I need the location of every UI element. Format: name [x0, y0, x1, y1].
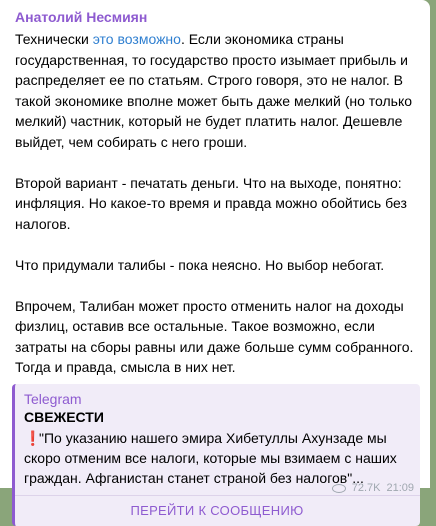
forward-text-body: "По указанию нашего эмира Хибетуллы Ахунзаде мы скоро отменим все налоги, которые мы взимаем с наших граждан. Афганистан станет страной без налогов"... [24, 429, 397, 486]
forward-text [24, 428, 410, 488]
forwarded-preview[interactable] [12, 384, 420, 526]
inline-link[interactable]: это возможно [92, 31, 181, 47]
paragraph-1 [15, 29, 418, 152]
author-name[interactable]: Анатолий Несмиян [15, 9, 148, 25]
message-time: 21:09 [386, 482, 414, 494]
message-text [15, 29, 418, 378]
message-meta [332, 482, 414, 494]
go-to-message-button[interactable]: ПЕРЕЙТИ К СООБЩЕНИЮ [130, 502, 304, 518]
exclamation-icon: ❗ [24, 429, 42, 446]
views-count: 72.7K [351, 482, 381, 494]
views-icon [332, 484, 346, 493]
p1-before-text: Технически [15, 31, 93, 47]
forward-source: Telegram [24, 390, 82, 407]
forward-title: СВЕЖЕСТИ [24, 408, 104, 425]
paragraph-4: Впрочем, Талибан может просто отменить налог на доходы физлиц, оставив все остальные. Такое возможно, если затраты на сборы равны или даже больше сумм собранного. Тогда и правда, смысла в них нет. [15, 297, 414, 375]
paragraph-2: Второй вариант - печатать деньги. Что на выходе, понятно: инфляция. Но какое-то время и правда можно обойтись без налогов. [15, 174, 407, 232]
paragraph-3: Что придумали талибы - пока неясно. Но выбор небогат. [15, 256, 385, 273]
p1-after-text: . Если экономика страны государственная, то государство просто изымает прибыль и распределяет ее по статьям. Строго говоря, это не налог. В такой экономике вполне может быть даже мелкий (но только мелкий) частник, который не будет платить налог. Дешевле выйдет, чем собирать с него гроши. [15, 31, 413, 150]
